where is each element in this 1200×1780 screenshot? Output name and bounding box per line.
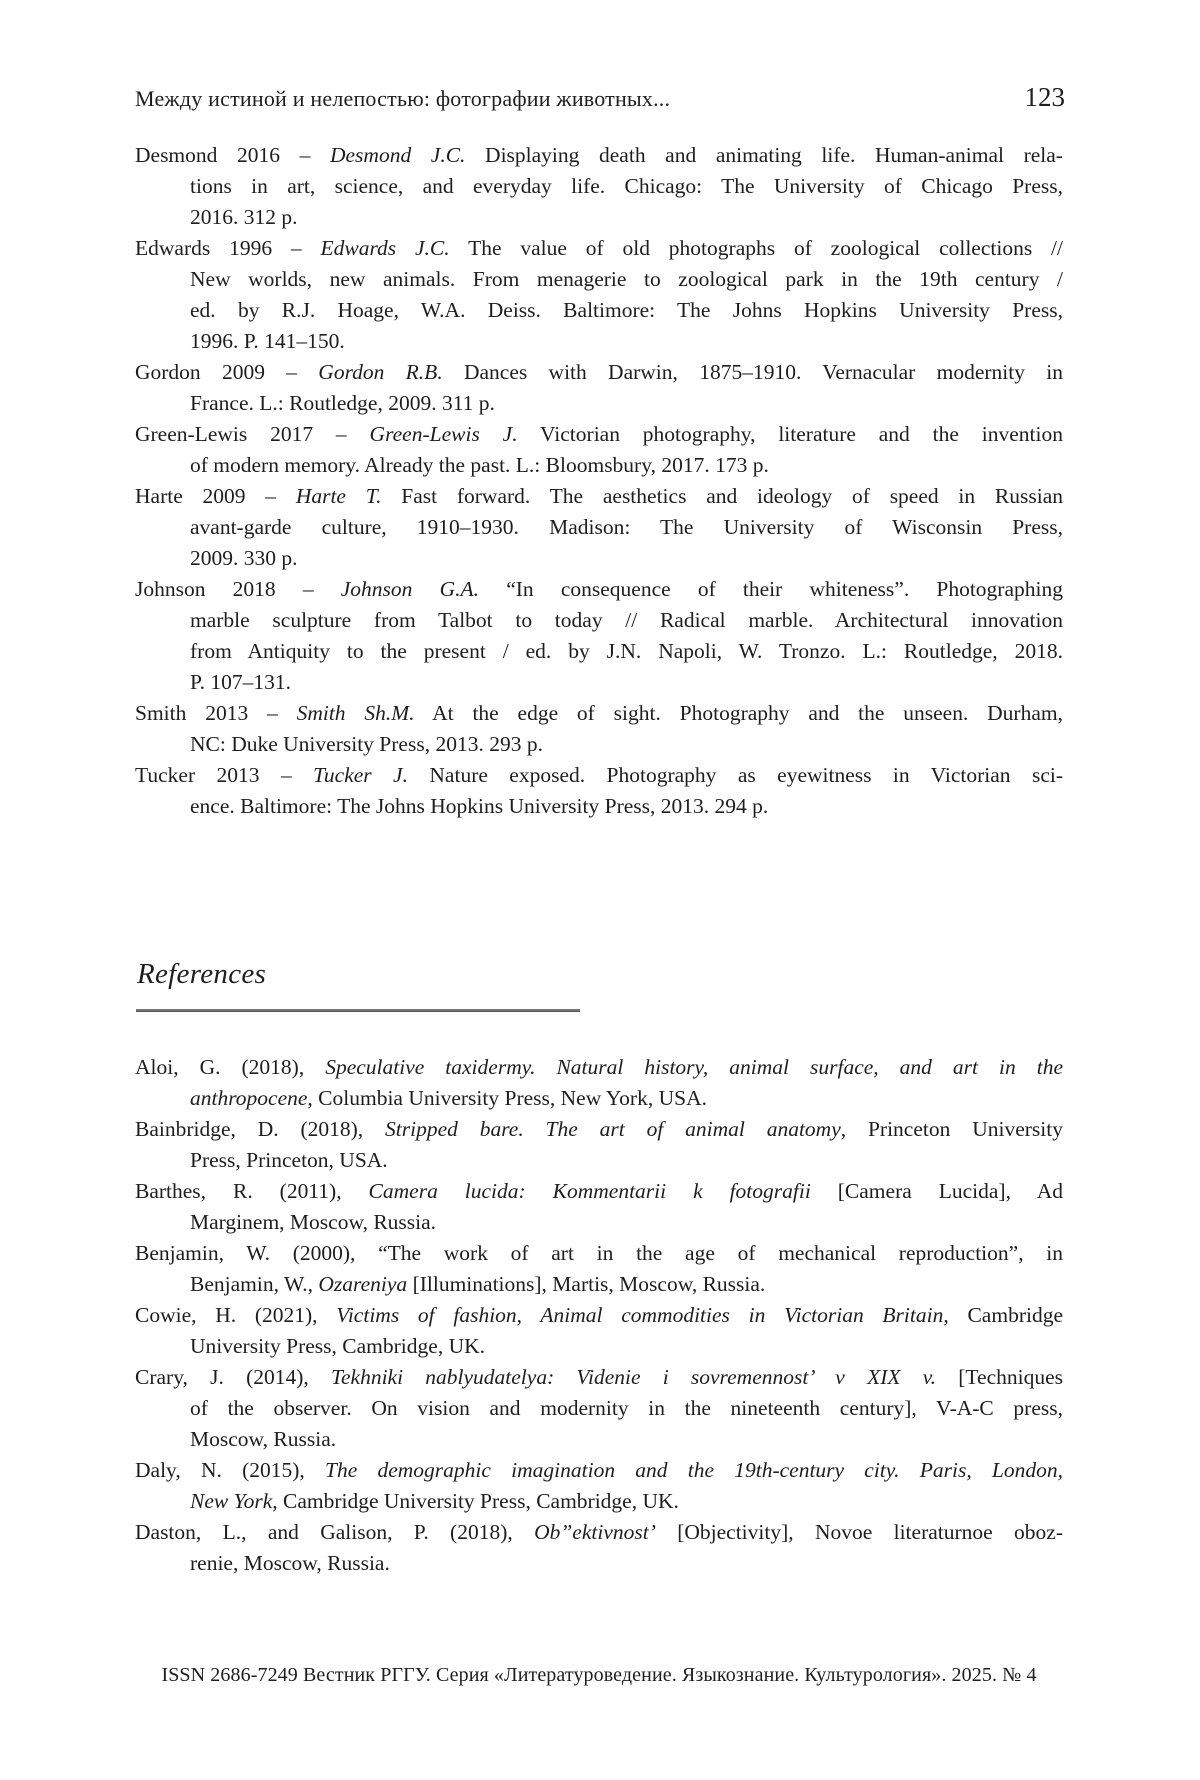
bib-entry-line: P. 107–131. [190,670,291,694]
bib-entry-line: Marginem, Moscow, Russia. [190,1210,437,1234]
bib-entry-line: from Antiquity to the present / ed. by J.N. Napoli, W. Tronzo. L.: Routledge, 2018. [190,639,1063,663]
bib-entry-line: Crary, J. (2014), Tekhniki nablyudatelya: Videnie i sovremennost’ v XIX v. [Techniques [135,1365,1064,1389]
bib-entry-line: France. L.: Routledge, 2009. 311 p. [190,391,495,415]
bib-entry-line: Gordon 2009 – Gordon R.B. Dances with Darwin, 1875–1910. Vernacular modernity in [135,360,1063,384]
references-list [135,1052,1063,1579]
references-heading: References [137,958,267,990]
bib-entry-line: New York, Cambridge University Press, Cambridge, UK. [190,1489,679,1513]
bib-entry-line: tions in art, science, and everyday life. Chicago: The University of Chicago Press, [190,174,1063,198]
bib-entry-line: Benjamin, W., Ozareniya [Illuminations], Martis, Moscow, Russia. [190,1272,766,1296]
bib-entry-line: University Press, Cambridge, UK. [190,1334,485,1358]
bib-entry-line: anthropocene, Columbia University Press, New York, USA. [190,1086,707,1110]
bib-entry-line: Johnson 2018 – Johnson G.A. “In consequence of their whiteness”. Photographing [135,577,1063,601]
bib-entry-line: 2016. 312 p. [190,205,298,229]
bib-entry-line: renie, Moscow, Russia. [190,1551,390,1575]
bib-entry-line: Smith 2013 – Smith Sh.M. At the edge of sight. Photography and the unseen. Durham, [135,701,1063,725]
bib-entry-line: of modern memory. Already the past. L.: Bloomsbury, 2017. 173 p. [190,453,769,477]
bib-entry-line: Edwards 1996 – Edwards J.C. The value of old photographs of zoological collections // [135,236,1063,260]
references-heading-rule [136,1009,580,1012]
bib-entry-line: ed. by R.J. Hoage, W.A. Deiss. Baltimore: The Johns Hopkins University Press, [190,298,1063,322]
bib-entry-line: 2009. 330 p. [190,546,298,570]
bib-entry-line: Cowie, H. (2021), Victims of fashion, Animal commodities in Victorian Britain, Cambridge [135,1303,1063,1327]
bib-entry-line: 1996. P. 141–150. [190,329,345,353]
bib-entry-line: Green-Lewis 2017 – Green-Lewis J. Victorian photography, literature and the invention [135,422,1063,446]
running-header [135,82,1065,113]
bib-entry-line: Benjamin, W. (2000), “The work of art in the age of mechanical reproduction”, in [135,1241,1063,1265]
running-header-title: Между истиной и нелепостью: фотографии животных... [135,86,671,111]
bib-entry-line: Press, Princeton, USA. [190,1148,388,1172]
bib-entry-line: of the observer. On vision and modernity in the nineteenth century], V-A-C press, [190,1396,1063,1420]
bib-entry-line: Moscow, Russia. [190,1427,337,1451]
bib-entry-line: Desmond 2016 – Desmond J.C. Displaying death and animating life. Human-animal rela- [135,143,1063,167]
bib-entry-line: marble sculpture from Talbot to today // Radical marble. Architectural innovation [190,608,1063,632]
bibliography-list [135,140,1063,822]
page-number: 123 [1024,82,1065,112]
bib-entry-line: Bainbridge, D. (2018), Stripped bare. The art of animal anatomy, Princeton University [135,1117,1063,1141]
bib-entry-line: Harte 2009 – Harte T. Fast forward. The aesthetics and ideology of speed in Russian [135,484,1063,508]
footer-text: ISSN 2686-7249 Вестник РГГУ. Серия «Литературоведение. Языкознание. Культурология». 2025. № 4 [161,1664,1037,1686]
bib-entry-line: Aloi, G. (2018), Speculative taxidermy. Natural history, animal surface, and art in the [135,1055,1063,1079]
bib-entry-line: Tucker 2013 – Tucker J. Nature exposed. Photography as eyewitness in Victorian sci- [135,763,1064,787]
bib-entry-line: Daston, L., and Galison, P. (2018), Ob”ektivnost’ [Objectivity], Novoe literaturnoe oboz- [135,1520,1063,1544]
bib-entry-line: ence. Baltimore: The Johns Hopkins University Press, 2013. 294 p. [190,794,769,818]
bib-entry-line: avant-garde culture, 1910–1930. Madison: The University of Wisconsin Press, [190,515,1063,539]
bib-entry-line: New worlds, new animals. From menagerie to zoological park in the 19th century / [190,267,1063,291]
bib-entry-line: NC: Duke University Press, 2013. 293 p. [190,732,543,756]
bib-entry-line: Daly, N. (2015), The demographic imagination and the 19th-century city. Paris, London, [135,1458,1063,1482]
bib-entry-line: Barthes, R. (2011), Camera lucida: Kommentarii k fotografii [Camera Lucida], Ad [135,1179,1064,1203]
